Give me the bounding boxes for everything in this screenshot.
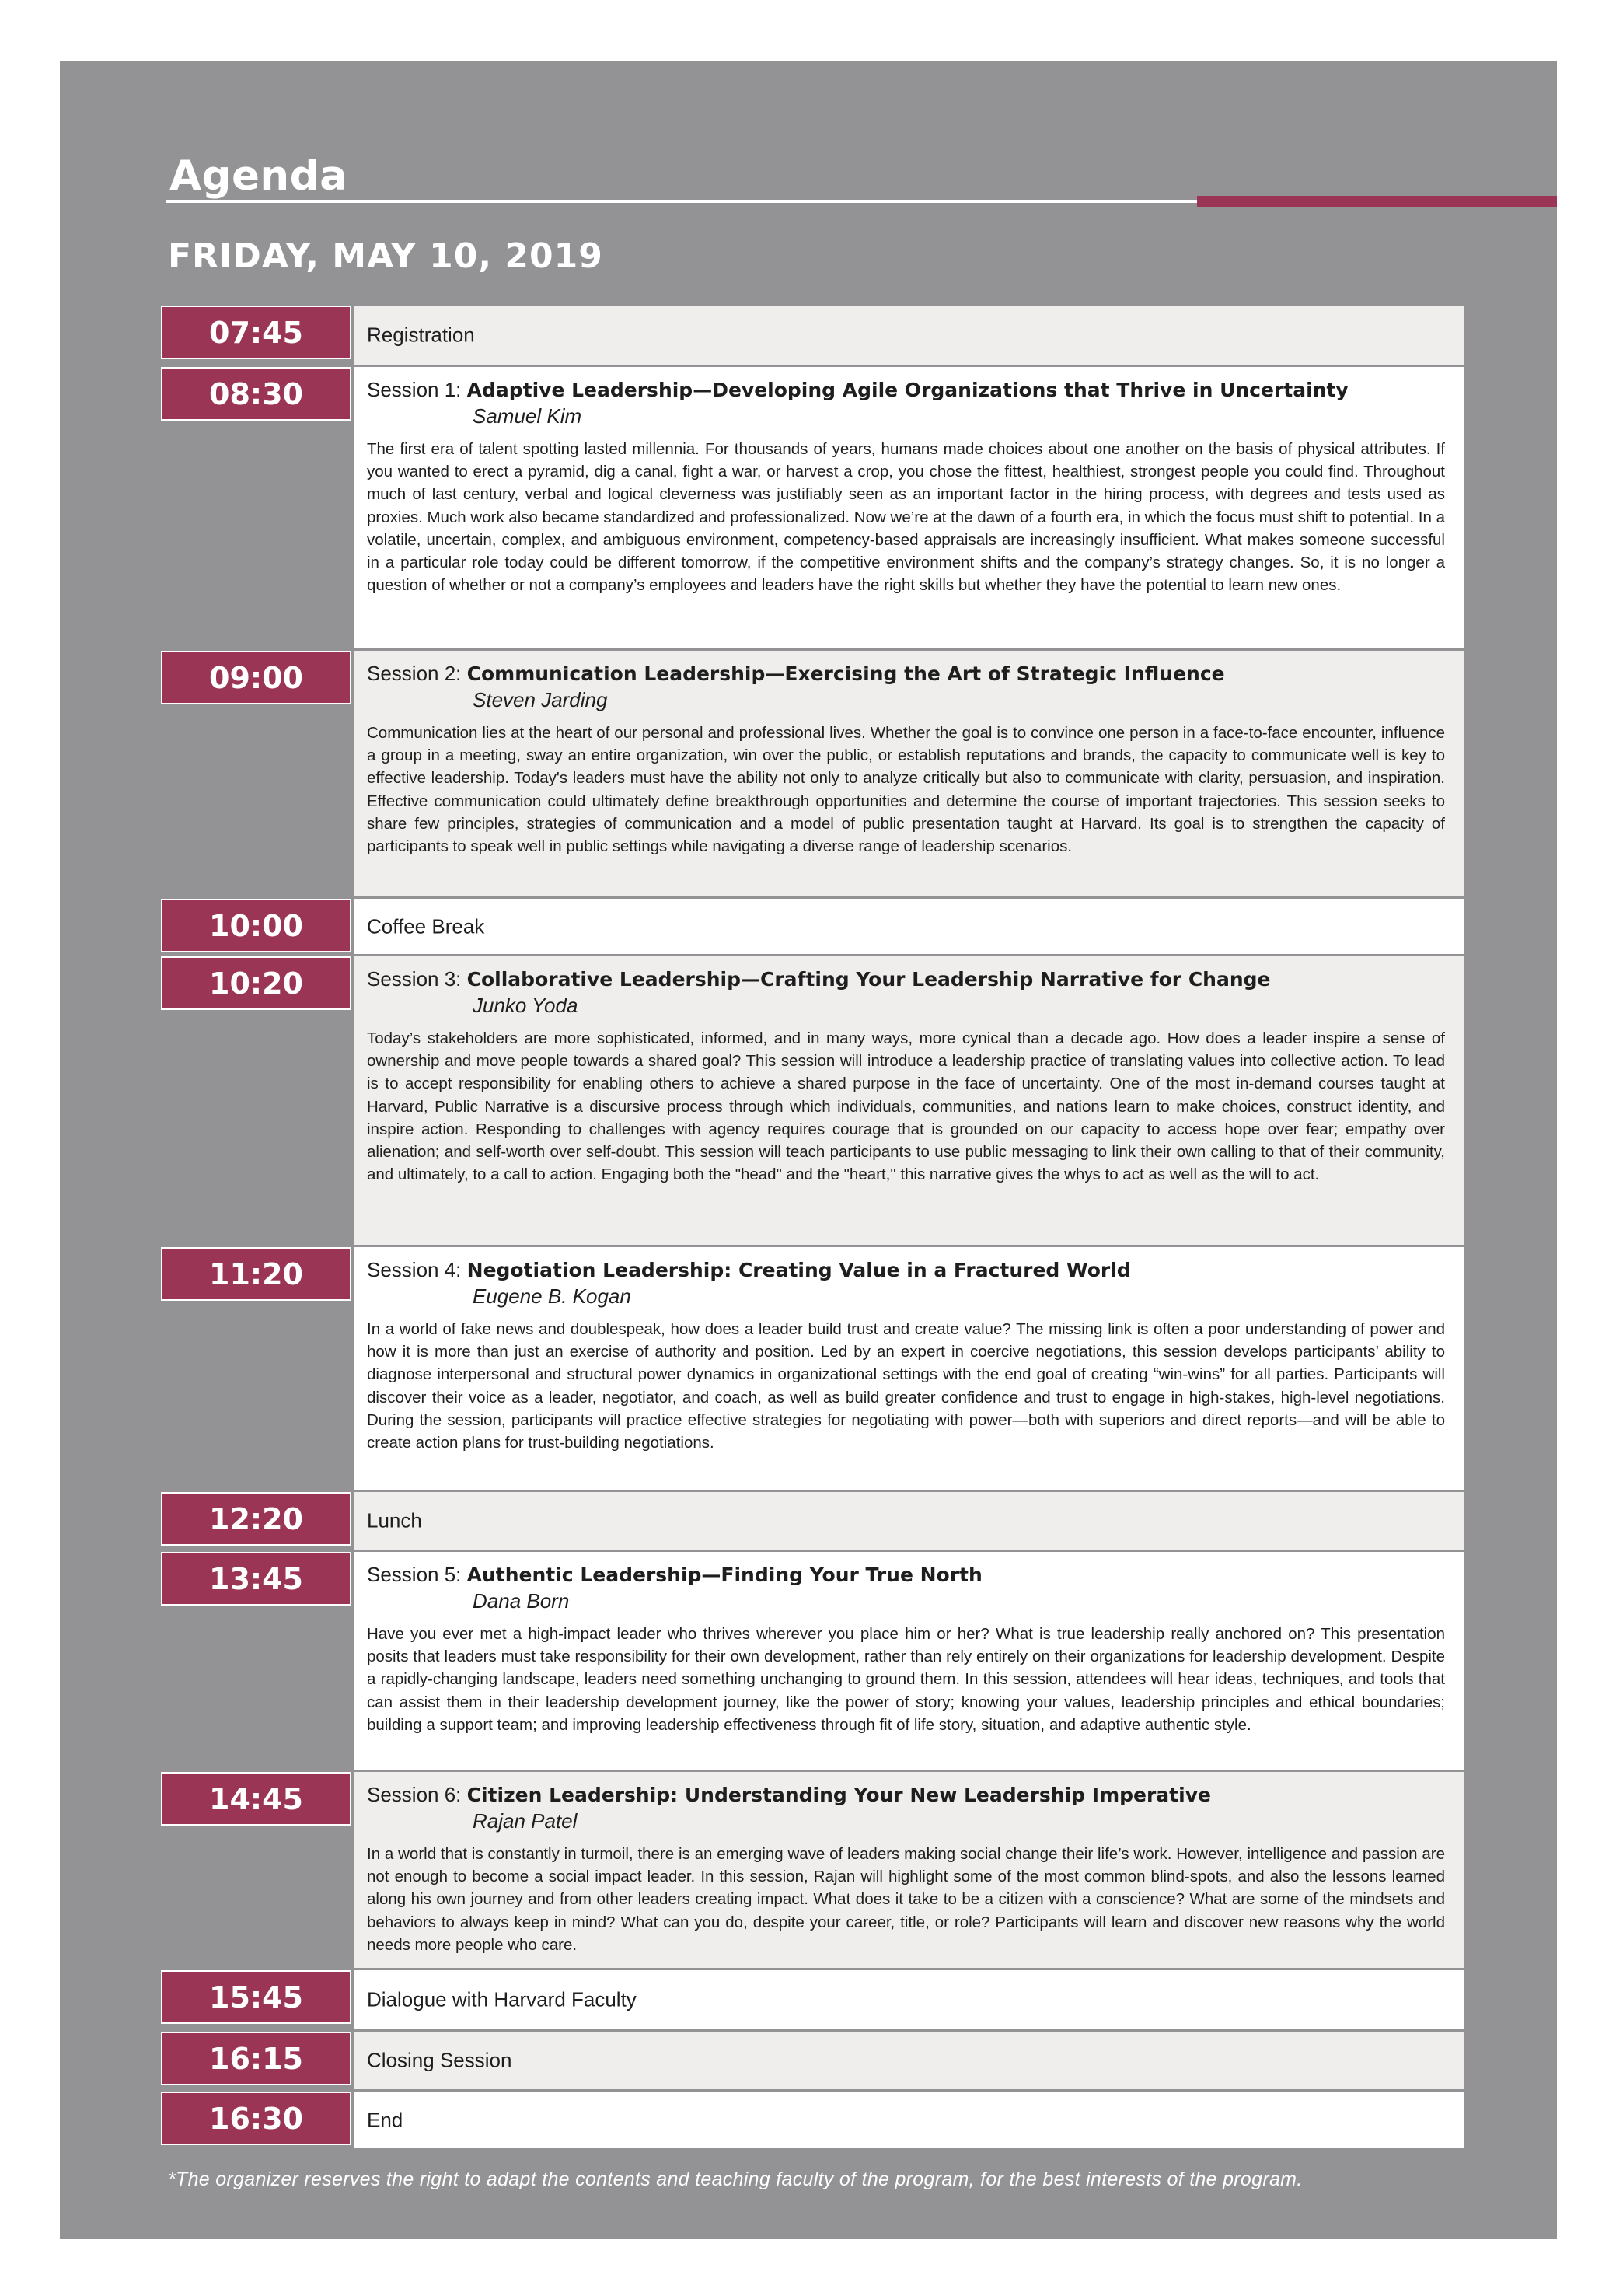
session-heading [367, 1781, 1445, 1808]
time-badge: 13:45 [161, 1552, 351, 1606]
session-speaker: Dana Born [473, 1589, 570, 1613]
session-card [354, 956, 1464, 1245]
time-badge: 07:45 [161, 306, 351, 359]
item-label: Registration [367, 323, 475, 347]
session-title: Collaborative Leadership—Crafting Your Leadership Narrative for Change [466, 968, 1271, 991]
session-heading [367, 1561, 1445, 1588]
session-number: Session 6: [367, 1783, 467, 1806]
session-title: Adaptive Leadership—Developing Agile Organizations that Thrive in Uncertainty [466, 379, 1349, 401]
page-title: Agenda [169, 152, 348, 200]
session-description: Today’s stakeholders are more sophisticated, informed, and in many ways, more cynical than a decade ago. How does a leader inspire a sense of ownership and move people towards a shared goal? This session will introduce a leadership practice of translating values into collective action. To lead is to accept responsibility for enabling others to achieve a shared purpose in the face of uncertainty. One of the most in-demand courses taught at Harvard, Public Narrative is a discursive process through which individuals, communities, and nations learn to make choices, construct identity, and inspire action. Responding to challenges with agency requires courage that is grounded on our capacity to access hope over fear; empathy over alienation; and self-worth over self-doubt. This session will teach participants to use public messaging to link their own calling to that of their community, and ultimately, to a call to action. Engaging both the "head" and the "heart," this narrative gives the whys to act as well as the will to act. [367, 1029, 1445, 1184]
session-speaker: Steven Jarding [473, 688, 608, 711]
agenda-row-0900 [161, 651, 1464, 896]
session-description: Communication lies at the heart of our personal and professional lives. Whether the goal is to convince one person in a face-to-face encounter, influence a group in a meeting, sway an entire organization, win over the public, or establish reputations and brands, the capacity to communicate well is key to effective leadership. Today's leaders must have the ability not only to analyze critically but also to communicate with clarity, persuasion, and inspiration. Effective communication could ultimately define breakthrough opportunities and determine the course of important trajectories. This session seeks to share few principles, strategies of communication and a model of public presentation taught at Harvard. Its goal is to strengthen the capacity of participants to speak well in public settings while navigating a diverse range of leadership scenarios. [367, 724, 1445, 856]
session-speaker: Rajan Patel [473, 1809, 578, 1833]
agenda-row-1020 [161, 956, 1464, 1245]
session-title: Communication Leadership—Exercising the Art of Strategic Influence [466, 662, 1225, 685]
agenda-row-1545 [161, 1970, 1464, 2029]
title-accent-bar [1197, 196, 1557, 207]
session-description: Have you ever met a high-impact leader who thrives wherever you place him or her? What is true leadership really anchored on? This presentation posits that leaders must take responsibility for their own development, rather than rely entirely on their organizations for leadership development. Despite a rapidly-changing landscape, leaders need something unchanging to ground them. In this session, attendees will hear ideas, techniques, and tools that can assist them in their leadership development journey, like the power of story; knowing your values, leadership principles and ethical boundaries; building a support team; and improving leadership effectiveness through fit of life story, situation, and adaptive authentic style. [367, 1625, 1445, 1734]
session-heading [367, 966, 1445, 993]
time-badge: 14:45 [161, 1772, 351, 1826]
session-number: Session 2: [367, 662, 467, 685]
session-title: Negotiation Leadership: Creating Value in a Fractured World [466, 1259, 1131, 1281]
session-description: The first era of talent spotting lasted millennia. For thousands of years, humans made choices about one another on the basis of physical attributes. If you wanted to erect a pyramid, dig a canal, fight a war, or harvest a crop, you chose the fittest, healthiest, strongest people you could find. Throughout much of last century, verbal and logical cleverness was justifiably seen as an important factor in the hiring process, with degrees and tests used as proxies. Much work also became standardized and professionalized. Now we’re at the dawn of a fourth era, in which the focus must shift to potential. In a volatile, uncertain, complex, and ambiguous environment, competency-based appraisals are increasingly insufficient. What makes someone successful in a particular role today could be different tomorrow, if the competitive environment shifts and the company’s strategy changes. So, it is no longer a question of whether or not a company’s employees and leaders have the right skills but whether they have the potential to learn new ones. [367, 440, 1445, 595]
session-card [354, 1552, 1464, 1770]
agenda-row-1445 [161, 1772, 1464, 1968]
agenda-row-1000 [161, 899, 1464, 954]
time-badge: 12:20 [161, 1492, 351, 1546]
time-badge: 11:20 [161, 1247, 351, 1301]
agenda-row-1630 [161, 2092, 1464, 2148]
session-card [354, 651, 1464, 896]
agenda-row-1615 [161, 2032, 1464, 2089]
time-badge: 09:00 [161, 651, 351, 704]
agenda-row-1120 [161, 1247, 1464, 1490]
item-label: Closing Session [367, 2048, 512, 2072]
agenda-row-0830 [161, 367, 1464, 648]
session-number: Session 1: [367, 378, 467, 401]
session-heading [367, 660, 1445, 687]
agenda-item [354, 899, 1464, 954]
session-number: Session 5: [367, 1563, 467, 1586]
item-label: Lunch [367, 1508, 422, 1532]
agenda-row-0745 [161, 306, 1464, 365]
session-speaker: Samuel Kim [473, 404, 582, 428]
session-number: Session 3: [367, 967, 467, 991]
time-badge: 16:15 [161, 2032, 351, 2085]
session-card [354, 1247, 1464, 1490]
item-label: End [367, 2108, 403, 2131]
agenda-item [354, 2032, 1464, 2089]
time-badge: 10:00 [161, 899, 351, 952]
time-badge: 15:45 [161, 1970, 351, 2024]
time-badge: 08:30 [161, 367, 351, 421]
session-speaker: Eugene B. Kogan [473, 1284, 631, 1308]
session-number: Session 4: [367, 1258, 467, 1281]
item-label: Coffee Break [367, 914, 485, 938]
agenda-item [354, 306, 1464, 365]
title-underline [166, 200, 1197, 203]
session-card [354, 367, 1464, 648]
session-speaker: Junko Yoda [473, 994, 578, 1017]
agenda-item [354, 2092, 1464, 2148]
item-label: Dialogue with Harvard Faculty [367, 1987, 637, 2011]
agenda-row-1220 [161, 1492, 1464, 1550]
session-description: In a world of fake news and doublespeak, how does a leader build trust and create value? The missing link is often a poor understanding of power and how it is more than just an exercise of authority and position. Led by an expert in coercive negotiations, this session develops participants’ ability to diagnose interpersonal and structural power dynamics in organizational settings with the end goal of creating “win-wins” for all parties. Participants will discover their voice as a leader, negotiator, and coach, as well as build greater confidence and trust to engage in high-stakes, high-level negotiations. During the session, participants will practice effective strategies for negotiating with power—both with superiors and direct reports—and will be able to create action plans for trust-building negotiations. [367, 1320, 1445, 1452]
agenda-item [354, 1970, 1464, 2029]
session-description: In a world that is constantly in turmoil, there is an emerging wave of leaders making social change their life’s work. However, intelligence and passion are not enough to become a social impact leader. In this session, Rajan will highlight some of the most common blind-spots, and also the lessons learned along his own journey and from other leaders creating impact. What does it take to be a citizen with a conscience? What are some of the mindsets and behaviors to always keep in mind? What can you do, despite your career, title, or role? Participants will learn and discover new reasons why the world needs more people who care. [367, 1845, 1445, 1954]
time-badge: 10:20 [161, 956, 351, 1010]
session-heading [367, 1256, 1445, 1284]
organizer-footnote: *The organizer reserves the right to adapt the contents and teaching faculty of the program, for the best interests of the program. [168, 2168, 1303, 2190]
agenda-item [354, 1492, 1464, 1550]
agenda-date: FRIDAY, MAY 10, 2019 [168, 236, 603, 276]
agenda-row-1345 [161, 1552, 1464, 1770]
session-heading [367, 376, 1445, 404]
time-badge: 16:30 [161, 2092, 351, 2145]
session-title: Citizen Leadership: Understanding Your New Leadership Imperative [466, 1784, 1211, 1806]
session-card [354, 1772, 1464, 1968]
session-title: Authentic Leadership—Finding Your True North [466, 1564, 983, 1586]
